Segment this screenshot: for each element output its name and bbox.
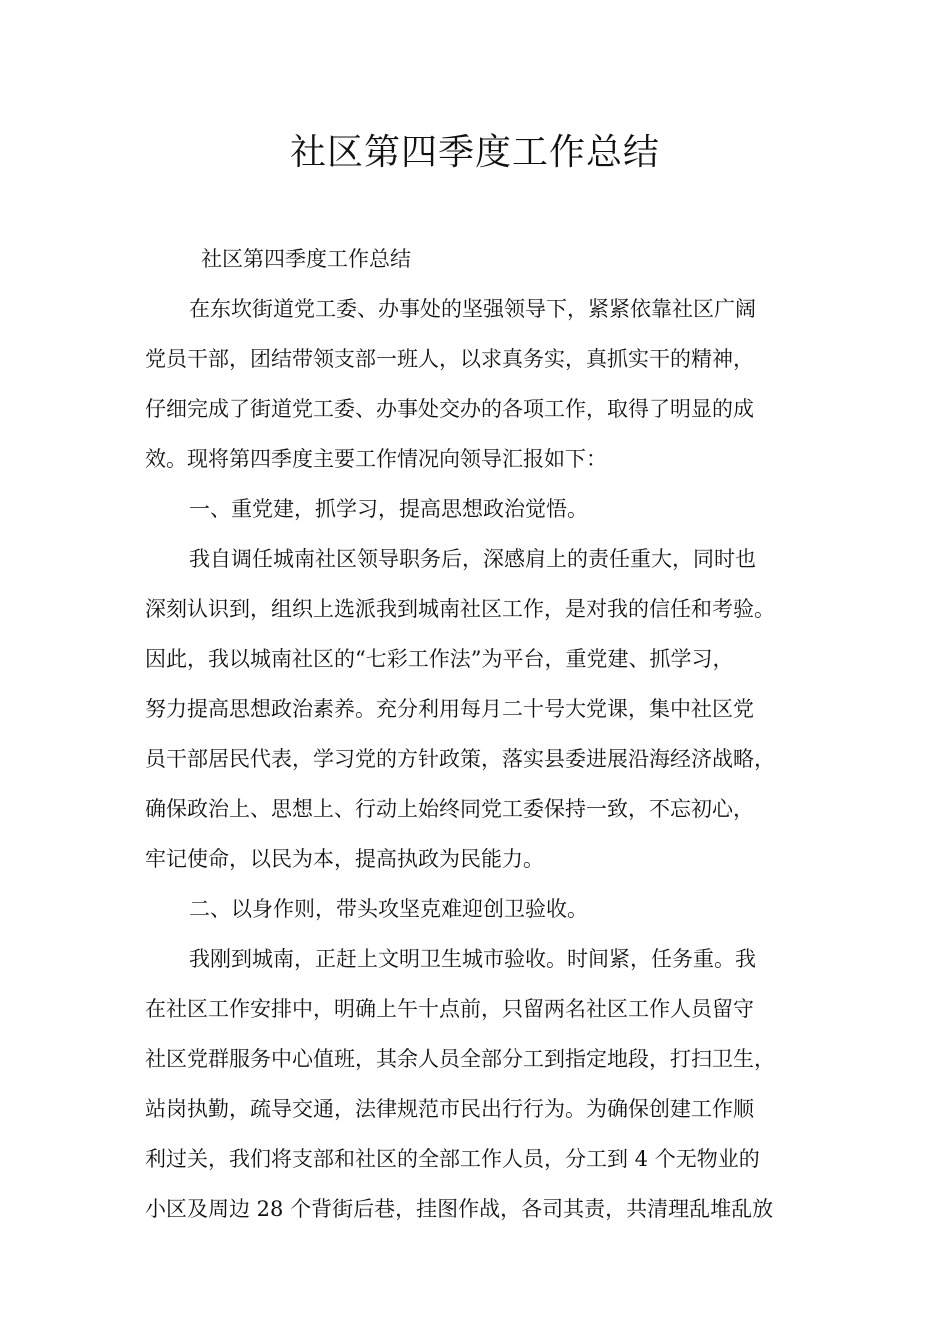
text-line: 员干部居民代表，学习党的方针政策，落实县委进展沿海经济战略， — [145, 747, 775, 771]
text-line: 仔细完成了街道党工委、办事处交办的各项工作，取得了明显的成 — [145, 397, 754, 421]
text-line: 深刻认识到，组织上选派我到城南社区工作，是对我的信任和考验。 — [145, 597, 775, 621]
text-line: 党员干部，团结带领支部一班人，以求真务实，真抓实干的精神， — [145, 347, 754, 371]
text-line: 利过关，我们将支部和社区的全部工作人员，分工到 4 个无物业的 — [145, 1147, 760, 1171]
text-line: 确保政治上、思想上、行动上始终同党工委保持一致，不忘初心， — [145, 797, 754, 821]
text-line: 二、以身作则，带头攻坚克难迎创卫验收。 — [189, 897, 588, 921]
text-line: 社区党群服务中心值班，其余人员全部分工到指定地段，打扫卫生， — [145, 1047, 775, 1071]
text-line: 在社区工作安排中，明确上午十点前，只留两名社区工作人员留守 — [145, 997, 754, 1021]
text-line: 效。现将第四季度主要工作情况向领导汇报如下： — [145, 447, 607, 471]
text-line: 牢记使命，以民为本，提高执政为民能力。 — [145, 847, 544, 871]
text-line: 一、重党建，抓学习，提高思想政治觉悟。 — [189, 497, 588, 521]
text-line: 我自调任城南社区领导职务后，深感肩上的责任重大，同时也 — [189, 547, 756, 571]
document-body — [145, 234, 835, 1234]
text-line: 社区第四季度工作总结 — [201, 247, 411, 271]
text-line: 在东坎街道党工委、办事处的坚强领导下，紧紧依靠社区广阔 — [189, 297, 756, 321]
text-line: 因此，我以城南社区的“七彩工作法”为平台，重党建、抓学习， — [145, 647, 734, 671]
text-line: 站岗执勤，疏导交通，法律规范市民出行行为。为确保创建工作顺 — [145, 1097, 754, 1121]
text-line: 小区及周边 28 个背街后巷，挂图作战，各司其责，共清理乱堆乱放 — [145, 1197, 774, 1221]
text-line: 努力提高思想政治素养。充分利用每月二十号大党课，集中社区党 — [145, 697, 754, 721]
text-line: 我刚到城南，正赶上文明卫生城市验收。时间紧，任务重。我 — [189, 947, 756, 971]
document-title: 社区第四季度工作总结 — [289, 132, 660, 173]
